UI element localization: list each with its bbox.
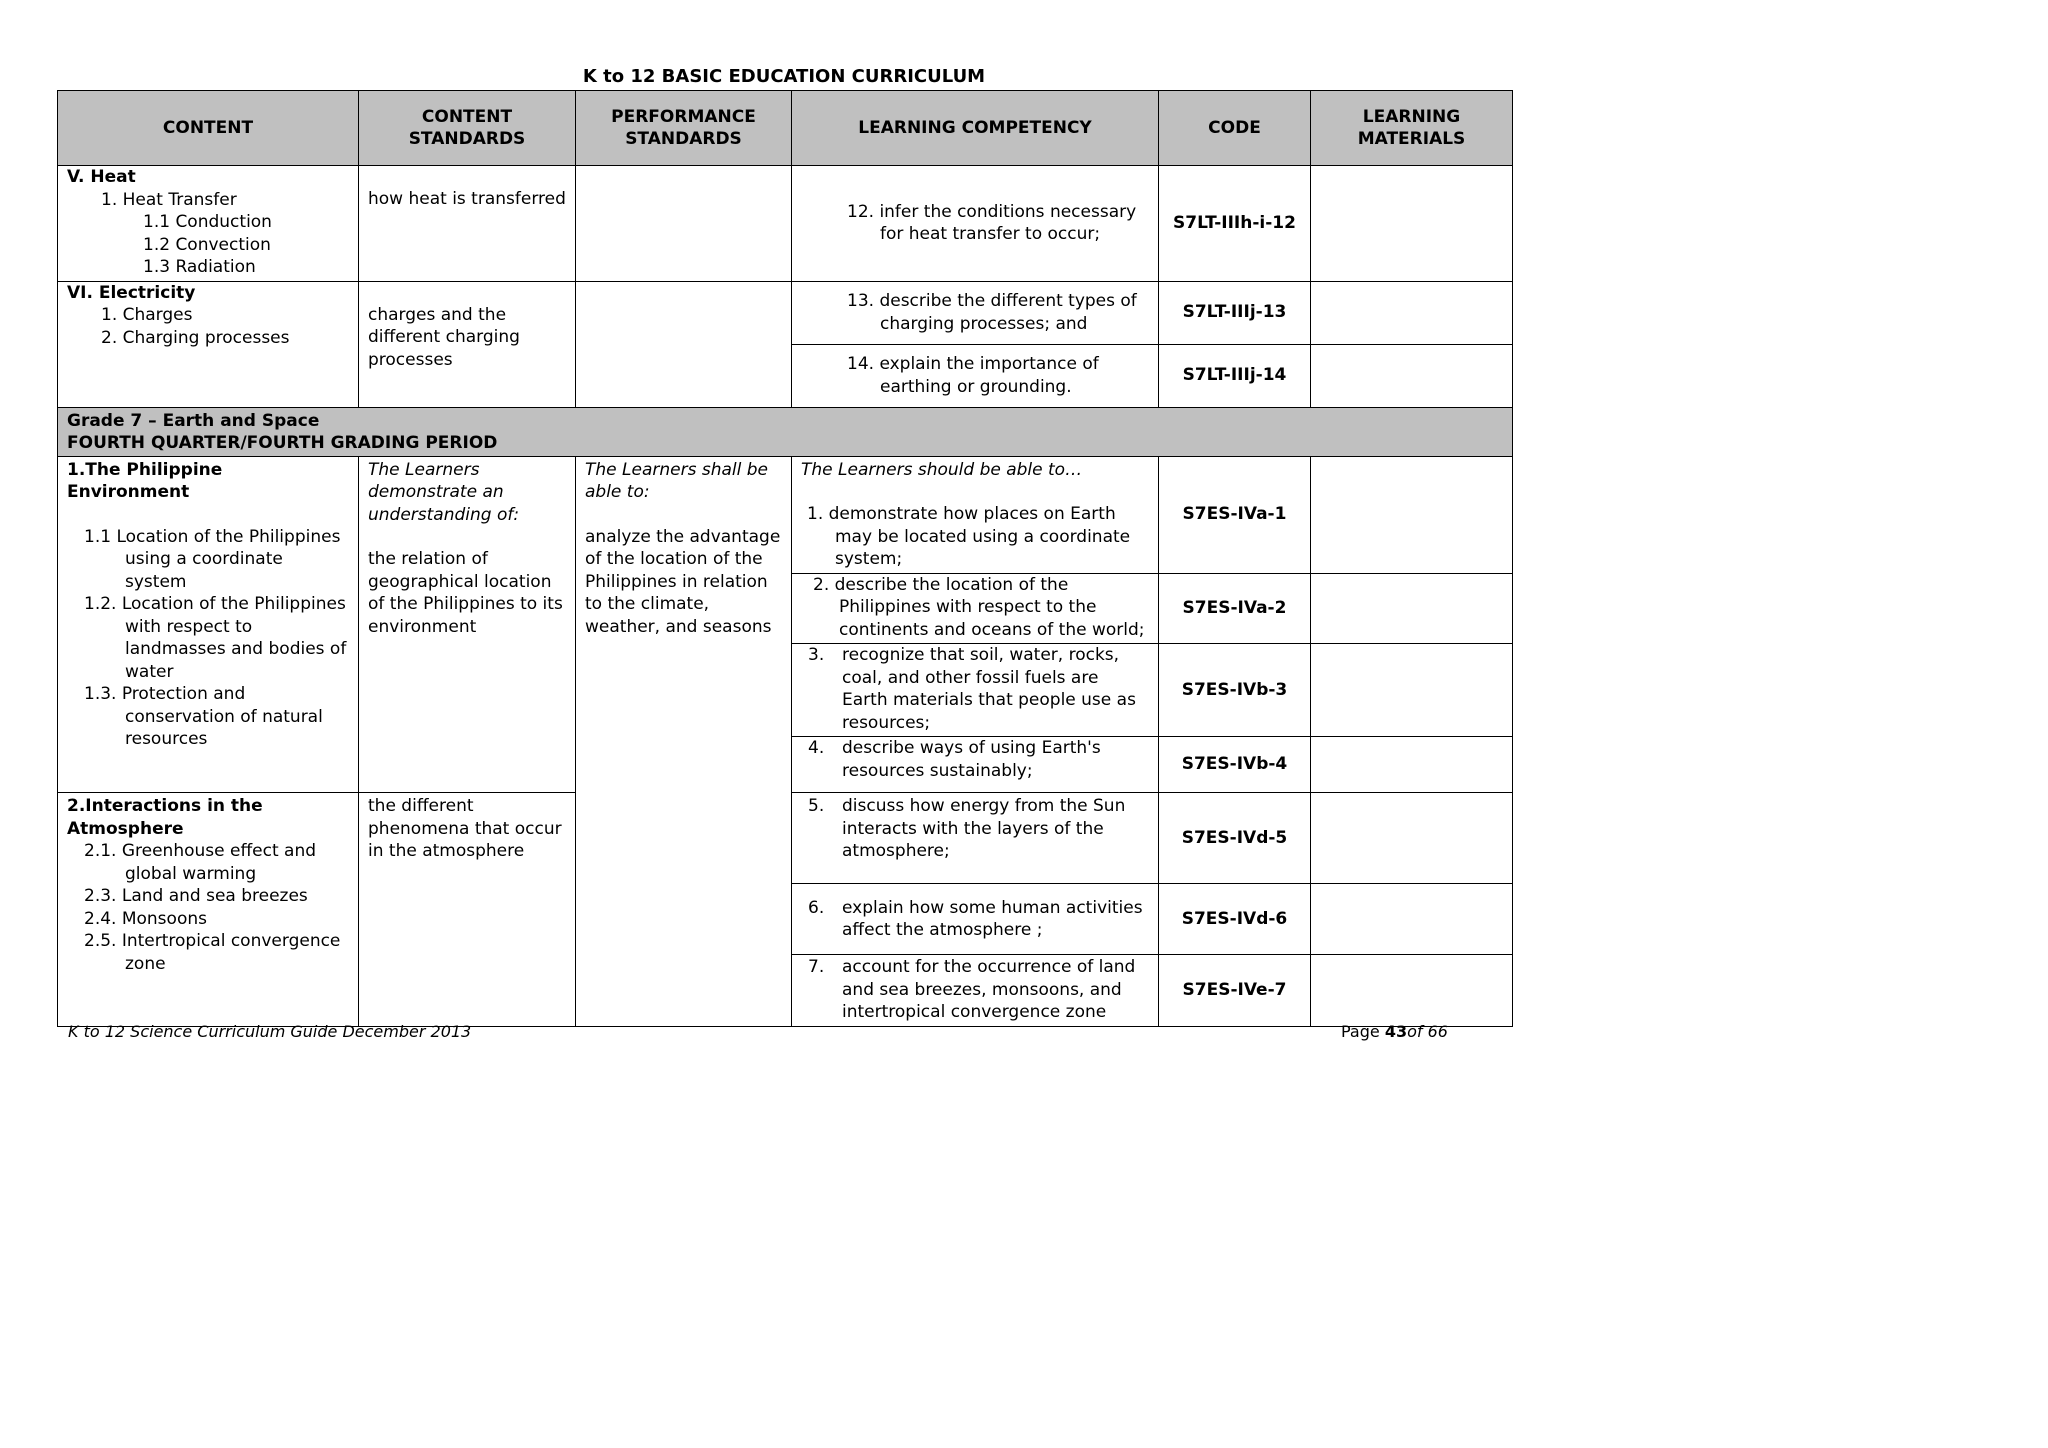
code-7: S7ES-IVe-7 <box>1159 955 1311 1027</box>
competency-7: 7. account for the occurrence of land and sea breezes, monsoons, and intertropical convergence zone <box>792 955 1159 1027</box>
env-content: 1.The Philippine Environment 1.1 Location of the Philippines using a coordinate system 1.2. Location of the Philippines with respect to landmasses and bodies of water 1.3. Protection and conservation of natural resources <box>58 456 359 793</box>
materials-7 <box>1311 955 1513 1027</box>
code-6: S7ES-IVd-6 <box>1159 884 1311 955</box>
competency-4: 4. describe ways of using Earth's resources sustainably; <box>792 737 1159 793</box>
table-row <box>58 456 1513 573</box>
materials-1 <box>1311 456 1513 573</box>
header-content-standards: CONTENT STANDARDS <box>359 91 576 166</box>
atmos-content-standard: the different phenomena that occur in the atmosphere <box>359 793 576 1027</box>
competency-1: The Learners should be able to… 1. demonstrate how places on Earth may be located using a coordinate system; <box>792 456 1159 573</box>
table-row <box>58 166 1513 282</box>
electricity-content: VI. Electricity 1. Charges 2. Charging processes <box>58 281 359 407</box>
code-14: S7LT-IIIj-14 <box>1159 344 1311 407</box>
code-4: S7ES-IVb-4 <box>1159 737 1311 793</box>
electricity-performance-standard <box>576 281 792 407</box>
header-row <box>58 91 1513 166</box>
materials-4 <box>1311 737 1513 793</box>
curriculum-table <box>57 90 1513 1027</box>
header-learning-materials: LEARNING MATERIALS <box>1311 91 1513 166</box>
header-code: CODE <box>1159 91 1311 166</box>
heat-content-standard: how heat is transferred <box>359 166 576 282</box>
heat-performance-standard <box>576 166 792 282</box>
env-content-standard: The Learners demonstrate an understanding of: the relation of geographical location of the Philippines to its environment <box>359 456 576 793</box>
materials-6 <box>1311 884 1513 955</box>
heat-content: V. Heat 1. Heat Transfer 1.1 Conduction 1.2 Convection 1.3 Radiation <box>58 166 359 282</box>
heat-code: S7LT-IIIh-i-12 <box>1159 166 1311 282</box>
header-performance-standards: PERFORMANCE STANDARDS <box>576 91 792 166</box>
heat-materials <box>1311 166 1513 282</box>
materials-3 <box>1311 644 1513 737</box>
code-13: S7LT-IIIj-13 <box>1159 281 1311 344</box>
competency-5: 5. discuss how energy from the Sun interacts with the layers of the atmosphere; <box>792 793 1159 884</box>
grade-header-row <box>58 407 1513 456</box>
header-content: CONTENT <box>58 91 359 166</box>
materials-5 <box>1311 793 1513 884</box>
competency-6: 6. explain how some human activities affect the atmosphere ; <box>792 884 1159 955</box>
grade-header: Grade 7 – Earth and Space FOURTH QUARTER/FOURTH GRADING PERIOD <box>58 407 1513 456</box>
competency-13: 13. describe the different types of charging processes; and <box>792 281 1159 344</box>
code-5: S7ES-IVd-5 <box>1159 793 1311 884</box>
competency-3: 3. recognize that soil, water, rocks, coal, and other fossil fuels are Earth materials that people use as resources; <box>792 644 1159 737</box>
footer-guide: K to 12 Science Curriculum Guide December 2013 <box>68 1022 472 1041</box>
materials-2 <box>1311 573 1513 644</box>
code-1: S7ES-IVa-1 <box>1159 456 1311 573</box>
materials-13 <box>1311 281 1513 344</box>
materials-14 <box>1311 344 1513 407</box>
heat-competency: 12. infer the conditions necessary for heat transfer to occur; <box>792 166 1159 282</box>
electricity-content-standard: charges and the different charging processes <box>359 281 576 407</box>
document-title: K to 12 BASIC EDUCATION CURRICULUM <box>582 66 986 87</box>
code-2: S7ES-IVa-2 <box>1159 573 1311 644</box>
header-learning-competency: LEARNING COMPETENCY <box>792 91 1159 166</box>
competency-2: 2. describe the location of the Philippines with respect to the continents and oceans of the world; <box>792 573 1159 644</box>
competency-14: 14. explain the importance of earthing or grounding. <box>792 344 1159 407</box>
code-3: S7ES-IVb-3 <box>1159 644 1311 737</box>
atmos-content: 2.Interactions in the Atmosphere 2.1. Greenhouse effect and global warming 2.3. Land and sea breezes 2.4. Monsoons 2.5. Intertropical convergence zone <box>58 793 359 1027</box>
table-row <box>58 281 1513 344</box>
performance-standard: The Learners shall be able to: analyze the advantage of the location of the Philippines in relation to the climate, weather, and seasons <box>576 456 792 1026</box>
page-number: Page 43of 66 <box>1341 1022 1448 1041</box>
